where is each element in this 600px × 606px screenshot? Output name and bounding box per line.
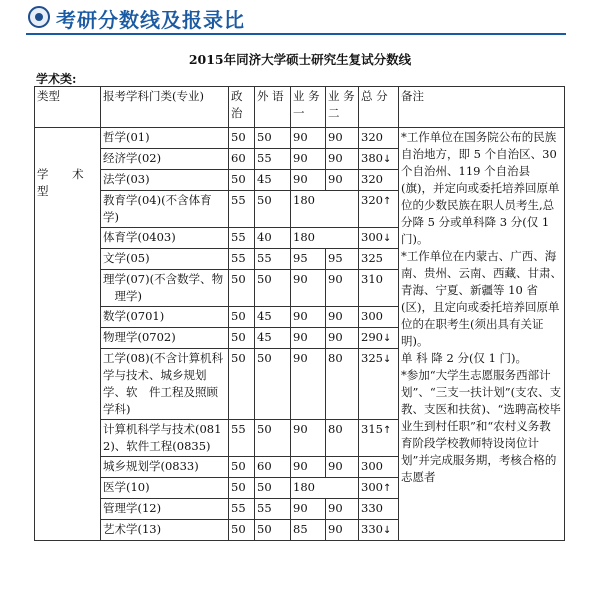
subject-cell: 医学(10) xyxy=(101,478,229,499)
politics-cell: 50 xyxy=(229,349,255,420)
total-value: 300 xyxy=(361,459,383,473)
course-one-cell: 90 xyxy=(291,128,326,149)
subject-cell: 哲学(01) xyxy=(101,128,229,149)
politics-cell: 60 xyxy=(229,149,255,170)
subject-cell: 艺术学(13) xyxy=(101,520,229,541)
subject-cell: 文学(05) xyxy=(101,249,229,270)
course-two-cell: 90 xyxy=(326,307,359,328)
course-one-cell: 90 xyxy=(291,270,326,307)
total-cell xyxy=(359,270,399,307)
course-one-cell: 90 xyxy=(291,149,326,170)
header-type: 类型 xyxy=(35,87,101,128)
course-two-cell: 90 xyxy=(326,457,359,478)
header-foreign-language: 外 语 xyxy=(255,87,291,128)
course-one-cell: 90 xyxy=(291,457,326,478)
foreign-language-cell: 60 xyxy=(255,457,291,478)
category-cell: 学 术 型 xyxy=(35,128,101,541)
arrow-down-icon: ↓ xyxy=(382,354,392,365)
course-two-cell: 90 xyxy=(326,499,359,520)
course-one-cell: 180 xyxy=(291,228,359,249)
total-cell xyxy=(359,328,399,349)
subject-cell: 数学(0701) xyxy=(101,307,229,328)
total-value: 300 xyxy=(361,230,383,244)
total-cell xyxy=(359,349,399,420)
course-one-cell: 180 xyxy=(291,191,359,228)
subject-cell: 法学(03) xyxy=(101,170,229,191)
course-one-cell: 90 xyxy=(291,420,326,457)
subject-cell: 工学(08)(不含计算机科学与技术、城乡规划学、软 件工程及照顾学科) xyxy=(101,349,229,420)
total-value: 320 xyxy=(361,193,383,207)
total-value: 300 xyxy=(361,480,383,494)
total-value: 330 xyxy=(361,522,383,536)
subject-cell: 理学(07)(不含数学、物 理学) xyxy=(101,270,229,307)
foreign-language-cell: 50 xyxy=(255,520,291,541)
subject-cell: 教育学(04)(不含体育学) xyxy=(101,191,229,228)
total-value: 300 xyxy=(361,309,383,323)
politics-cell: 50 xyxy=(229,457,255,478)
course-two-cell: 90 xyxy=(326,128,359,149)
table-header-row xyxy=(35,87,565,128)
foreign-language-cell: 45 xyxy=(255,328,291,349)
arrow-up-icon: ↑ xyxy=(382,196,392,207)
total-cell xyxy=(359,499,399,520)
politics-cell: 50 xyxy=(229,328,255,349)
total-value: 310 xyxy=(361,272,383,286)
subject-cell: 体育学(0403) xyxy=(101,228,229,249)
course-two-cell: 90 xyxy=(326,270,359,307)
foreign-language-cell: 55 xyxy=(255,149,291,170)
note-paragraph: *参加“大学生志愿服务西部计划”、“三支一扶计划”(支农、支教、支医和扶贫)、“选聘高校毕业生到村任职”和“农村义务教育阶段学校教师特设岗位计划”并完成服务期，考核合格的志愿者 xyxy=(401,368,562,484)
logo-icon xyxy=(28,6,50,28)
total-cell xyxy=(359,307,399,328)
site-title: 考研分数线及报录比 xyxy=(56,8,245,32)
course-two-cell: 80 xyxy=(326,420,359,457)
arrow-down-icon: ↓ xyxy=(382,525,392,536)
notes-cell xyxy=(399,128,565,541)
total-value: 315 xyxy=(361,422,383,436)
subject-cell: 物理学(0702) xyxy=(101,328,229,349)
note-paragraph: *工作单位在国务院公布的民族自治地方，即 5 个自治区、30 个自治州、119 个自治县(旗)，并定向或委托培养回原单位的少数民族在职人员考生,总分降 5 分或单科降 3 分(仅 1 门)。 xyxy=(401,130,560,246)
header-notes: 备注 xyxy=(399,87,565,128)
foreign-language-cell: 50 xyxy=(255,191,291,228)
total-cell xyxy=(359,191,399,228)
course-two-cell: 90 xyxy=(326,170,359,191)
total-cell xyxy=(359,249,399,270)
total-cell xyxy=(359,128,399,149)
politics-cell: 50 xyxy=(229,270,255,307)
foreign-language-cell: 55 xyxy=(255,499,291,520)
arrow-up-icon: ↑ xyxy=(382,425,392,436)
politics-cell: 50 xyxy=(229,478,255,499)
course-one-cell: 90 xyxy=(291,170,326,191)
course-two-cell: 90 xyxy=(326,328,359,349)
politics-cell: 50 xyxy=(229,170,255,191)
arrow-down-icon: ↓ xyxy=(382,333,392,344)
foreign-language-cell: 50 xyxy=(255,128,291,149)
foreign-language-cell: 45 xyxy=(255,307,291,328)
total-cell xyxy=(359,170,399,191)
course-one-cell: 90 xyxy=(291,349,326,420)
course-two-cell: 90 xyxy=(326,520,359,541)
course-two-cell: 80 xyxy=(326,349,359,420)
header-total: 总 分 xyxy=(359,87,399,128)
table-row xyxy=(35,128,565,149)
subject-cell: 经济学(02) xyxy=(101,149,229,170)
politics-cell: 55 xyxy=(229,228,255,249)
total-value: 290 xyxy=(361,330,383,344)
politics-cell: 55 xyxy=(229,249,255,270)
course-one-cell: 90 xyxy=(291,307,326,328)
foreign-language-cell: 45 xyxy=(255,170,291,191)
score-table xyxy=(34,86,565,541)
total-value: 325 xyxy=(361,351,383,365)
header-divider xyxy=(26,33,566,35)
total-cell xyxy=(359,149,399,170)
total-value: 320 xyxy=(361,172,383,186)
header-subject: 报考学科门类(专业) xyxy=(101,87,229,128)
foreign-language-cell: 55 xyxy=(255,249,291,270)
politics-cell: 50 xyxy=(229,128,255,149)
foreign-language-cell: 50 xyxy=(255,349,291,420)
total-cell xyxy=(359,420,399,457)
total-cell xyxy=(359,228,399,249)
foreign-language-cell: 50 xyxy=(255,270,291,307)
total-cell xyxy=(359,478,399,499)
politics-cell: 50 xyxy=(229,520,255,541)
document-title: 2015年同济大学硕士研究生复试分数线 xyxy=(188,52,412,67)
arrow-up-icon: ↑ xyxy=(382,483,392,494)
foreign-language-cell: 50 xyxy=(255,478,291,499)
subject-cell: 计算机科学与技术(0812)、软件工程(0835) xyxy=(101,420,229,457)
subject-cell: 管理学(12) xyxy=(101,499,229,520)
total-value: 330 xyxy=(361,501,383,515)
politics-cell: 55 xyxy=(229,499,255,520)
total-value: 320 xyxy=(361,130,383,144)
arrow-down-icon: ↓ xyxy=(382,233,392,244)
course-two-cell: 95 xyxy=(326,249,359,270)
course-one-cell: 90 xyxy=(291,328,326,349)
arrow-down-icon: ↓ xyxy=(382,154,392,165)
total-cell xyxy=(359,457,399,478)
course-one-cell: 95 xyxy=(291,249,326,270)
section-label: 学术类: xyxy=(36,72,77,86)
total-cell xyxy=(359,520,399,541)
note-paragraph: 单 科 降 2 分(仅 1 门)。 xyxy=(401,351,528,365)
foreign-language-cell: 50 xyxy=(255,420,291,457)
foreign-language-cell: 40 xyxy=(255,228,291,249)
course-one-cell: 85 xyxy=(291,520,326,541)
course-one-cell: 90 xyxy=(291,499,326,520)
politics-cell: 55 xyxy=(229,191,255,228)
politics-cell: 55 xyxy=(229,420,255,457)
course-one-cell: 180 xyxy=(291,478,359,499)
header-politics: 政治 xyxy=(229,87,255,128)
total-value: 325 xyxy=(361,251,383,265)
total-value: 380 xyxy=(361,151,383,165)
header-course-two: 业 务 二 xyxy=(326,87,359,128)
header-course-one: 业 务 一 xyxy=(291,87,326,128)
page-header xyxy=(0,0,600,40)
course-two-cell: 90 xyxy=(326,149,359,170)
subject-cell: 城乡规划学(0833) xyxy=(101,457,229,478)
politics-cell: 50 xyxy=(229,307,255,328)
note-paragraph: *工作单位在内蒙古、广西、海南、贵州、云南、西藏、甘肃、青海、宁夏、新疆等 10 省(区)，且定向或委托培养回原单位的在职考生(须出具有关证明)。 xyxy=(401,249,562,348)
